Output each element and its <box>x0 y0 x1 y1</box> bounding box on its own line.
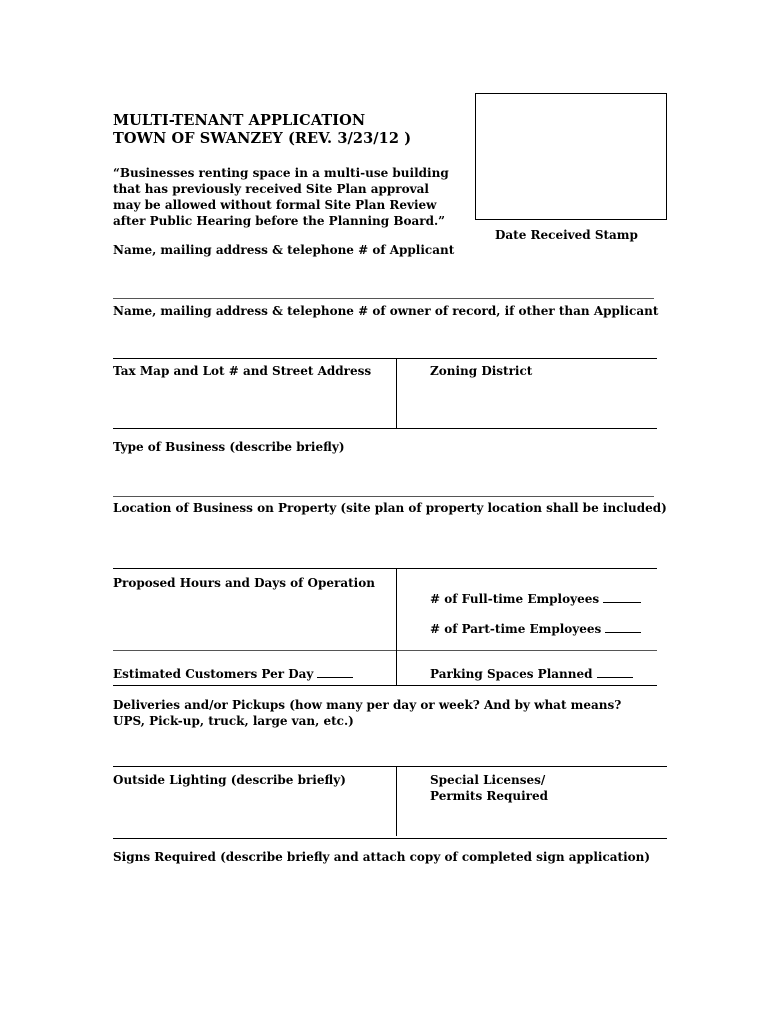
hours-label: Proposed Hours and Days of Operation <box>113 576 375 590</box>
tax-map-label: Tax Map and Lot # and Street Address <box>113 364 372 378</box>
owner-label: Name, mailing address & telephone # of owner of record, if other than Applicant <box>113 304 659 318</box>
customers-label: Estimated Customers Per Day <box>113 667 314 681</box>
tax-zoning-line[interactable] <box>113 428 657 429</box>
part-time-row <box>430 621 641 637</box>
form-subtitle: TOWN OF SWANZEY (REV. 3/23/12 ) <box>113 130 412 147</box>
parking-label: Parking Spaces Planned <box>430 667 593 681</box>
stamp-label: Date Received Stamp <box>495 228 638 242</box>
applicant-label: Name, mailing address & telephone # of Applicant <box>113 243 455 257</box>
customers-blank[interactable] <box>317 667 353 678</box>
parking-blank[interactable] <box>597 667 633 678</box>
hours-line <box>113 650 396 651</box>
hours-divider <box>396 568 397 685</box>
lighting-line[interactable] <box>113 838 667 839</box>
lighting-label: Outside Lighting (describe briefly) <box>113 773 346 787</box>
parking-row <box>430 666 633 682</box>
intro-quote: “Businesses renting space in a multi-use building that has previously received Site Plan approval may be allowed without formal Site Plan Review after Public Hearing before the Planning Board.” <box>113 166 449 228</box>
customers-parking-line <box>113 685 657 686</box>
part-time-blank[interactable] <box>605 622 641 633</box>
part-time-label: # of Part-time Employees <box>430 622 602 636</box>
lighting-divider <box>396 766 397 836</box>
tax-zoning-divider <box>396 358 397 428</box>
location-line[interactable] <box>113 568 657 569</box>
owner-line[interactable] <box>113 358 657 359</box>
business-type-label: Type of Business (describe briefly) <box>113 440 345 454</box>
deliveries-label: Deliveries and/or Pickups (how many per day or week? And by what means? UPS, Pick-up, truck, large van, etc.) <box>113 698 622 728</box>
applicant-line[interactable] <box>113 298 654 299</box>
customers-row <box>113 666 353 682</box>
full-time-row <box>430 591 641 607</box>
zoning-label: Zoning District <box>430 364 533 378</box>
licenses-label: Special Licenses/ Permits Required <box>430 773 549 803</box>
location-label: Location of Business on Property (site plan of property location shall be included) <box>113 501 667 515</box>
date-received-stamp-box <box>475 93 667 220</box>
employees-line <box>397 650 657 651</box>
form-title: MULTI-TENANT APPLICATION <box>113 112 366 129</box>
signs-label: Signs Required (describe briefly and attach copy of completed sign application) <box>113 850 651 864</box>
business-type-line[interactable] <box>113 496 654 497</box>
deliveries-line[interactable] <box>113 766 667 767</box>
full-time-blank[interactable] <box>603 592 641 603</box>
full-time-label: # of Full-time Employees <box>430 592 600 606</box>
